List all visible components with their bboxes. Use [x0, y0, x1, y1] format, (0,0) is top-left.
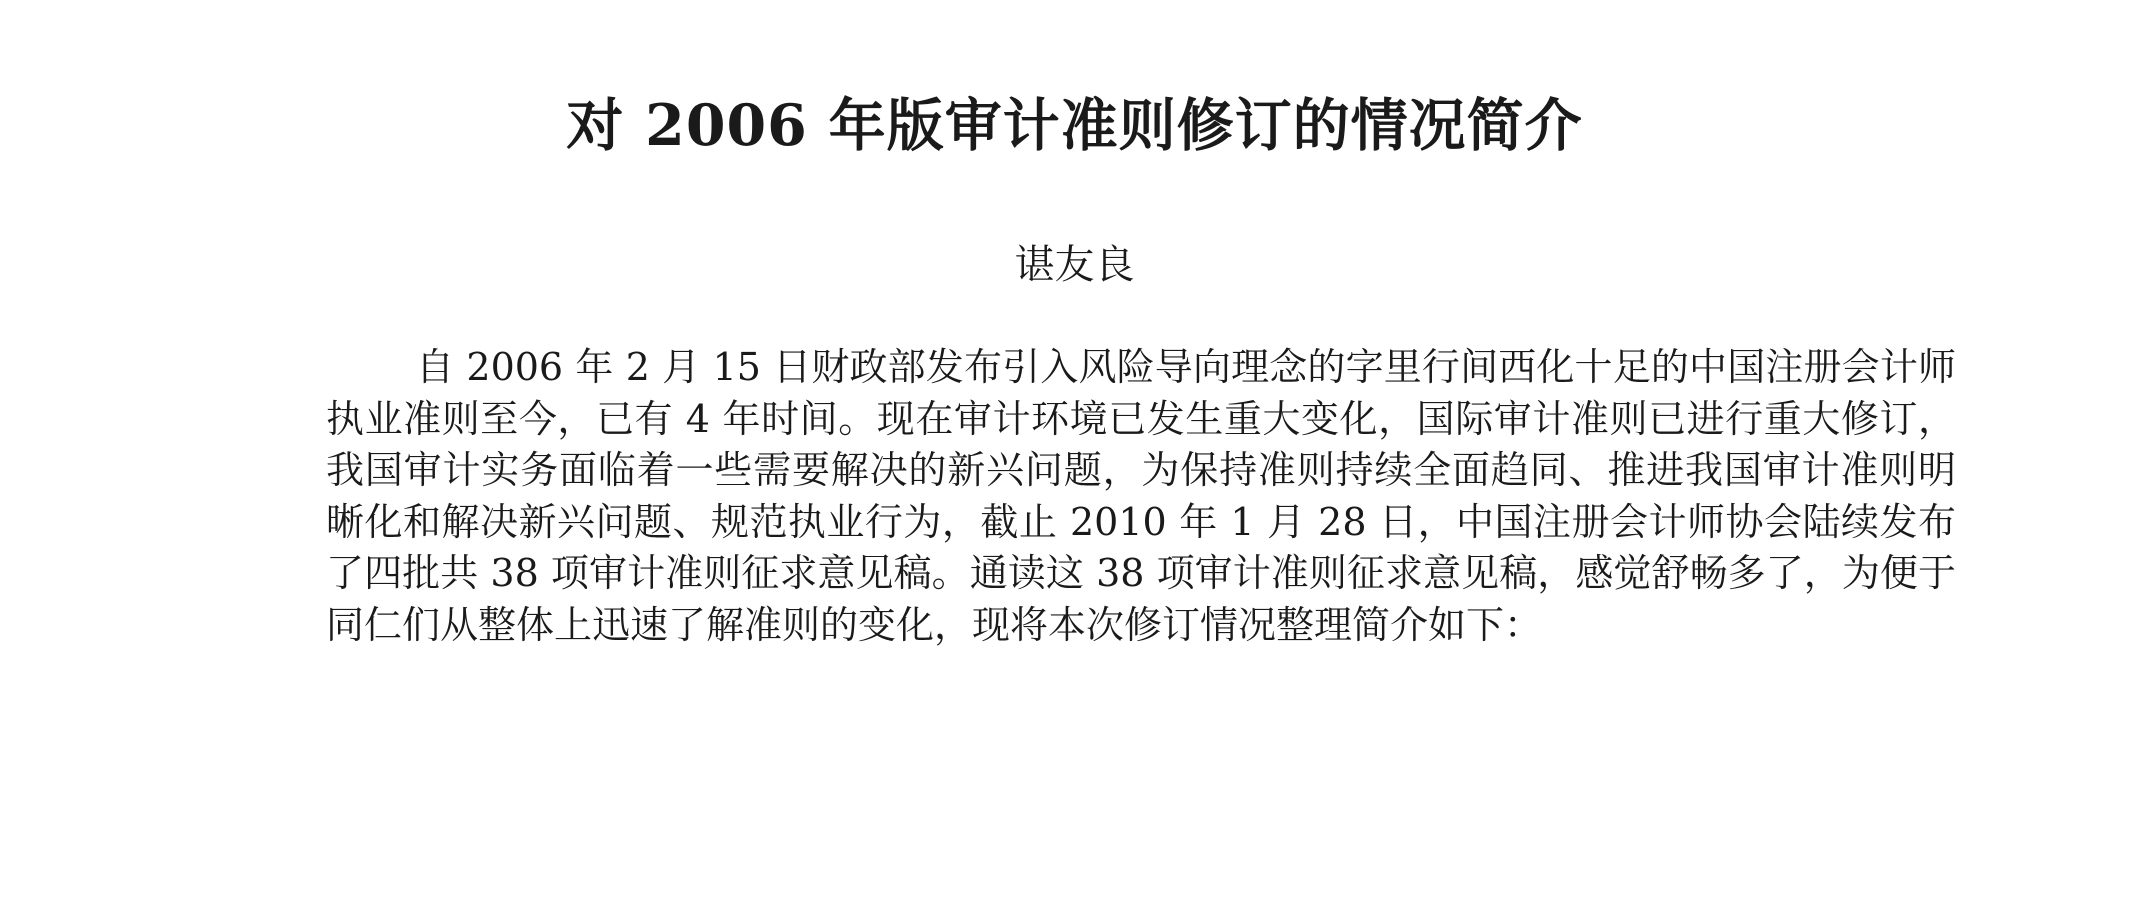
document-author: 谌友良	[1014, 242, 1135, 288]
document-title: 对 2006 年版审计准则修订的情况简介	[566, 92, 1583, 159]
intro-paragraph: 自 2006 年 2 月 15 日财政部发布引入风险导向理念的字里行间西化十足的中国注册会计师执业准则至今，已有 4 年时间。现在审计环境已发生重大变化，国际审计准则已进行重大修订，我国审计实务面临着一些需要解决的新兴问题，为保持准则持续全面趋同、推进我国审计准则明晰化和解决新兴问题、规范执业行为，截止 2010 年 1 月 28 日，中国注册会计师协会陆续发布了四批共 38 项审计准则征求意见稿。通读这 38 项审计准则征求意见稿，感觉舒畅多了，为便于同仁们从整体上迅速了解准则的变化，现将本次修订情况整理简介如下：	[326, 345, 1956, 647]
